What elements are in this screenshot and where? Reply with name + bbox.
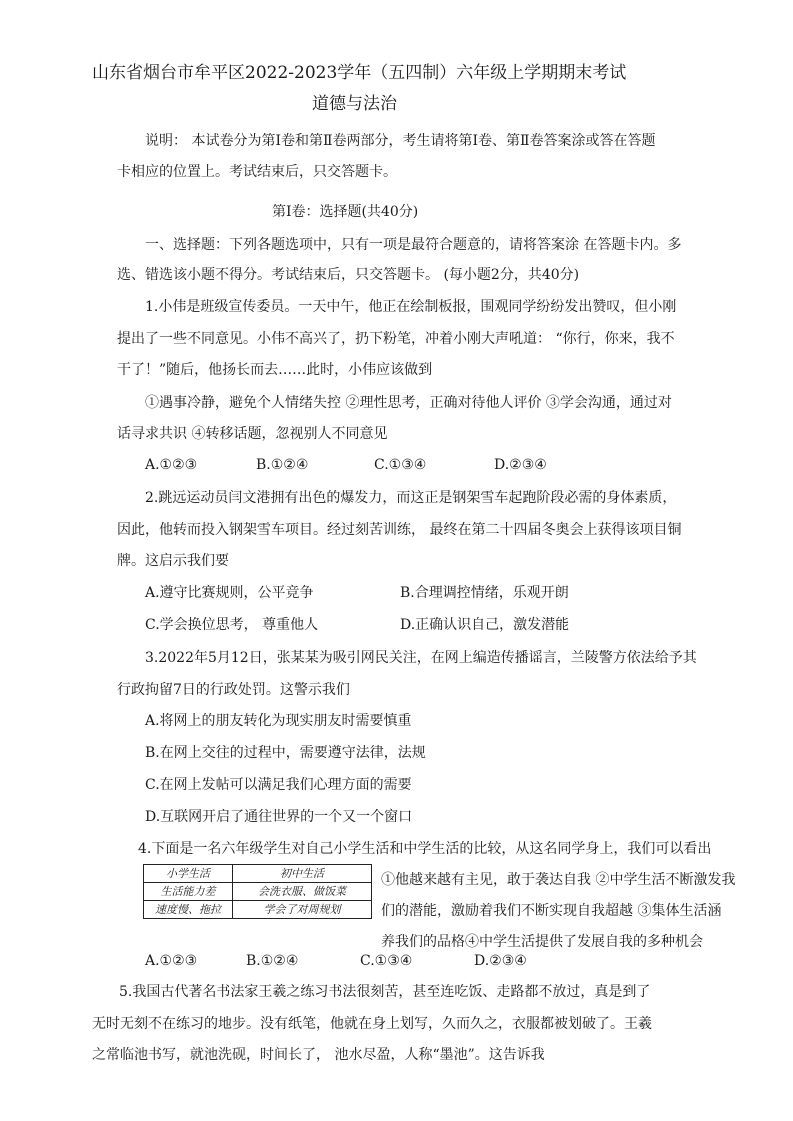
table-cell: 学会了对周规划 — [233, 901, 372, 919]
q1-option-c: C.①③④ — [374, 457, 427, 473]
table-cell: 速度慢、拖拉 — [144, 901, 233, 919]
q3-option-c: C.在网上发帖可以满足我们心理方面的需要 — [145, 777, 412, 793]
q1-stem-line-1: 1.小伟是班级宣传委员。一天中午，他正在绘制板报，围观同学纷纷发出赞叹，但小刚 — [145, 299, 677, 315]
q3-stem-line-1: 3.2022年5月12日，张某某为吸引网民关注，在网上编造传播谣言，兰陵警方依法给予其 — [145, 650, 697, 666]
q4-choice-line-3: 养我们的品格④中学生活提供了发展自我的多种机会 — [381, 934, 703, 950]
instructions-line-1: 说明： 本试卷分为第Ⅰ卷和第Ⅱ卷两部分，考生请将第Ⅰ卷、第Ⅱ卷答案涂或答在答题 — [145, 133, 656, 149]
q2-option-b: B.合理调控情绪，乐观开朗 — [400, 585, 569, 601]
section-intro-line-1: 一、选择题：下列各题选项中，只有一项是最符合题意的，请将答案涂 在答题卡内。多 — [145, 237, 682, 253]
q4-option-d: D.②③④ — [474, 953, 527, 969]
q4-stem: 4.下面是一名六年级学生对自己小学生活和中学生活的比较，从这名同学身上，我们可以看出 — [138, 841, 712, 857]
table-row — [144, 901, 372, 919]
q4-option-c: C.①③④ — [360, 953, 413, 969]
q2-stem-line-1: 2.跳远运动员闫文港拥有出色的爆发力，而这正是钢架雪车起跑阶段必需的身体素质， — [145, 490, 677, 506]
q3-option-b: B.在网上交往的过程中，需要遵守法律，法规 — [145, 745, 426, 761]
table-header-row — [144, 865, 372, 883]
q5-stem-line-2: 无时无刻不在练习的地步。没有纸笔，他就在身上划写，久而久之，衣服都被划破了。王羲 — [92, 1016, 652, 1032]
table-header-middle: 初中生活 — [233, 865, 372, 883]
section-intro-line-2: 选、错选该小题不得分。考试结束后，只交答题卡。 (每小题2分，共40分) — [117, 267, 580, 283]
q5-stem-line-3: 之常临池书写，就池洗砚，时间长了， 池水尽盈，人称“墨池”。这告诉我 — [92, 1047, 545, 1063]
q1-stem-line-2: 提出了一些不同意见。小伟不高兴了，扔下粉笔，冲着小刚大声吼道： “你行，你来，我不 — [117, 331, 675, 347]
q2-stem-line-3: 牌。这启示我们要 — [117, 553, 229, 569]
instructions-line-2: 卡相应的位置上。考试结束后，只交答题卡。 — [117, 164, 397, 180]
q3-option-a: A.将网上的朋友转化为现实朋友时需要慎重 — [145, 713, 412, 729]
q2-option-d: D.正确认识自己，激发潜能 — [400, 617, 570, 633]
q4-option-b: B.①②④ — [246, 953, 299, 969]
q1-stem-line-3: 干了！”随后，他扬长而去……此时，小伟应该做到 — [117, 362, 433, 378]
q2-stem-line-2: 因此，他转而投入钢架雪车项目。经过刻苦训练， 最终在第二十四届冬奥会上获得该项目铜 — [117, 522, 682, 538]
section-heading: 第Ⅰ卷：选择题(共40分) — [272, 204, 419, 220]
q4-choice-line-1: ①他越来越有主见，敢于袭达自我 ②中学生活不断激发我 — [381, 872, 736, 888]
q1-option-d: D.②③④ — [494, 457, 547, 473]
q2-option-a: A.遵守比赛规则，公平竞争 — [145, 585, 314, 601]
q4-choice-line-2: 们的潜能，激励着我们不断实现自我超越 ③集体生活涵 — [381, 903, 722, 919]
table-cell: 生活能力差 — [144, 883, 233, 901]
exam-title: 山东省烟台市牟平区2022-2023学年（五四制）六年级上学期期末考试 — [92, 63, 627, 83]
q1-choice-line-1: ①遇事冷静，避免个人情绪失控 ②理性思考，正确对待他人评价 ③学会沟通，通过对 — [145, 395, 672, 411]
q4-option-a: A.①②③ — [145, 953, 198, 969]
q1-choice-line-2: 话寻求共识 ④转移话题，忽视别人不同意见 — [117, 426, 388, 442]
q1-option-a: A.①②③ — [145, 457, 198, 473]
table-cell: 会洗衣服、做饭菜 — [233, 883, 372, 901]
subject-title: 道德与法治 — [312, 94, 397, 114]
comparison-table — [143, 864, 372, 919]
table-row — [144, 883, 372, 901]
q5-stem-line-1: 5.我国古代著名书法家王羲之练习书法很刻苦，甚至连吃饭、走路都不放过，真是到了 — [119, 984, 651, 1000]
q1-option-b: B.①②④ — [256, 457, 309, 473]
q3-stem-line-2: 行政拘留7日的行政处罚。这警示我们 — [117, 682, 350, 698]
q2-option-c: C.学会换位思考， 尊重他人 — [145, 617, 319, 633]
q3-option-d: D.互联网开启了通往世界的一个又一个窗口 — [145, 809, 413, 825]
table-header-primary: 小学生活 — [144, 865, 233, 883]
